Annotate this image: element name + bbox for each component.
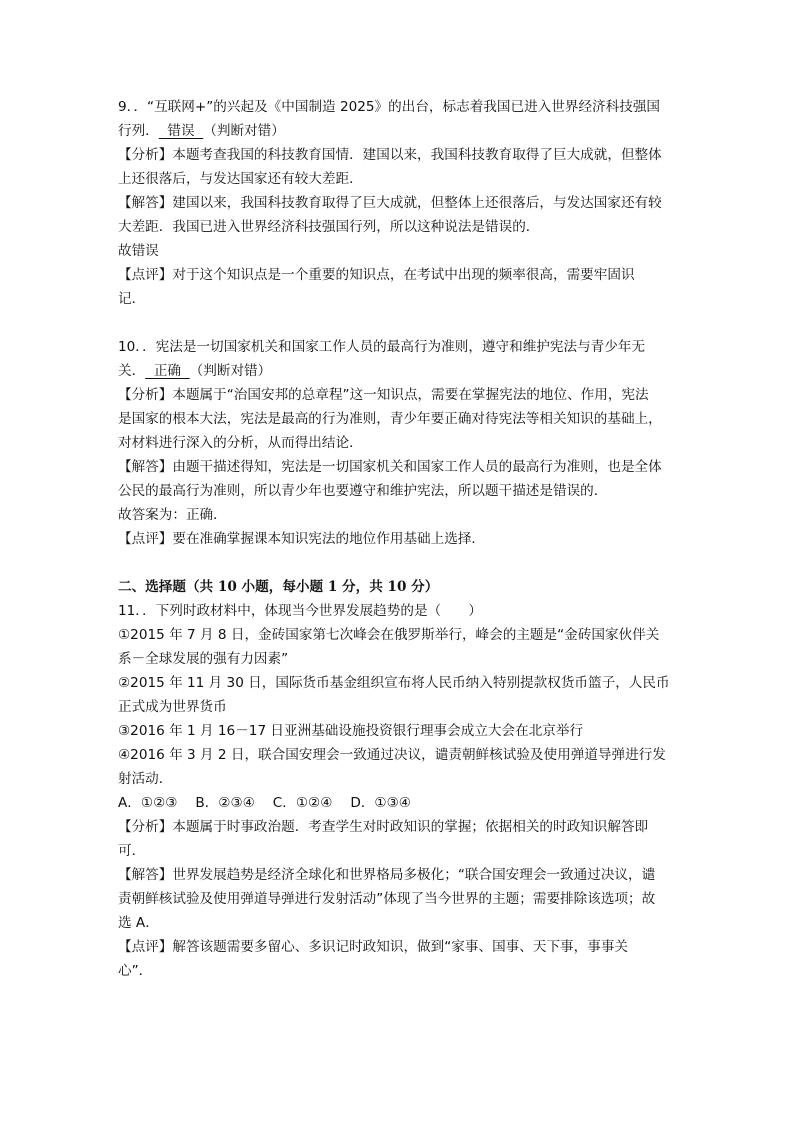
q11-comment-line2: 心”． [118, 963, 153, 979]
q11-solution-line3: 选 A． [118, 915, 159, 931]
q10-stem-line1: 10．．宪法是一切国家机关和国家工作人员的最高行为准则，遵守和维护宪法与青少年无 [118, 339, 646, 355]
q10-analysis-line3: 对材料进行深入的分析，从而得出结论． [118, 435, 363, 451]
question-9 [118, 95, 678, 311]
q11-solution-line1 [118, 863, 678, 887]
q10-solution-text: 由题干描述得知，宪法是一切国家机关和国家工作人员的最高行为准则，也是全体 [172, 459, 662, 475]
document-page [118, 95, 678, 983]
q9-stem-prefix: 行列． [118, 123, 159, 139]
q10-analysis-text: 本题属于“治国安邦的总章程”这一知识点，需要在掌握宪法的地位、作用，宪法 [172, 387, 649, 403]
q11-comment-line1 [118, 935, 678, 959]
q10-solution-line2: 公民的最高行为准则，所以青少年也要遵守和维护宪法，所以题干描述是错误的． [118, 483, 608, 499]
q9-stem-line1: 9．．“互联网+”的兴起及《中国制造 2025》的出台，标志着我国已进入世界经济科技强国 [118, 99, 661, 115]
q9-comment-tag: 【点评】 [118, 267, 173, 283]
q11-option4-line2: 射活动． [118, 771, 173, 787]
q10-stem-prefix: 关． [118, 363, 146, 379]
q11-choices: A．①②③ B．②③④ C．①②④ D．①③④ [118, 795, 411, 811]
q10-stem-line2 [118, 359, 678, 383]
q10-comment-line1 [118, 527, 678, 551]
q9-analysis-line1 [118, 143, 678, 167]
q10-answer-blank: 正确 [145, 363, 190, 379]
q11-option1-line1: ①2015 年 7 月 8 日，金砖国家第七次峰会在俄罗斯举行，峰会的主题是“金砖国家伙伴关 [118, 627, 660, 643]
q9-solution-line3: 故错误 [118, 243, 159, 259]
q9-analysis-line2: 上还很落后，与发达国家还有较大差距． [118, 171, 363, 187]
question-11 [118, 599, 678, 983]
q10-comment-text: 要在准确掌握课本知识宪法的地位作用基础上选择． [172, 531, 486, 547]
q9-analysis-text: 本题考查我国的科技教育国情．建国以来，我国科技教育取得了巨大成就，但整体 [172, 147, 662, 163]
spacer [118, 551, 678, 575]
q9-solution-text: 建国以来，我国科技教育取得了巨大成就，但整体上还很落后，与发达国家还有较 [172, 195, 662, 211]
q11-option2-line2: 正式成为世界货币 [118, 699, 227, 715]
q9-answer-blank: 错误 [158, 123, 204, 139]
q11-option3: ③2016 年 1 月 16－17 日亚洲基础设施投资银行理事会成立大会在北京举行 [118, 723, 584, 739]
question-10 [118, 335, 678, 551]
q11-comment-text: 解答该题需要多留心、多识记时政知识，做到“家事、国事、天下事，事事关 [172, 939, 629, 955]
q9-comment-text: 对于这个知识点是一个重要的知识点，在考试中出现的频率很高，需要牢固识 [172, 267, 635, 283]
q11-solution-text: 世界发展趋势是经济全球化和世界格局多极化；“联合国安理会一致通过决议，谴 [172, 867, 656, 883]
q11-solution-tag: 【解答】 [118, 867, 173, 883]
q11-comment-tag: 【点评】 [118, 939, 173, 955]
q10-solution-tag: 【解答】 [118, 459, 173, 475]
q9-solution-tag: 【解答】 [118, 195, 173, 211]
q11-option1-line2: 系－全球发展的强有力因素” [118, 651, 289, 667]
q9-analysis-tag: 【分析】 [118, 147, 173, 163]
q10-stem-suffix: （判断对错） [189, 363, 272, 379]
q10-analysis-line2: 是国家的根本大法，宪法是最高的行为准则，青少年要正确对待宪法等相关知识的基础上， [118, 411, 662, 427]
q9-comment-line1 [118, 263, 678, 287]
q11-option2-line1: ②2015 年 11 月 30 日，国际货币基金组织宣布将人民币纳入特别提款权货币篮子，人民币 [118, 675, 670, 691]
q11-option4-line1: ④2016 年 3 月 2 日，联合国安理会一致通过决议，谴责朝鲜核试验及使用弹道导弹进行发 [118, 747, 666, 763]
q10-solution-line1 [118, 455, 678, 479]
q11-analysis-text: 本题属于时事政治题．考查学生对时政知识的掌握；依据相关的时政知识解答即 [172, 819, 649, 835]
q10-solution-line3: 故答案为：正确． [118, 507, 227, 523]
q9-stem-line2 [118, 119, 678, 143]
q11-stem: 11．．下列时政材料中，体现当今世界发展趋势的是（ ） [118, 603, 482, 619]
spacer [118, 311, 678, 335]
q9-stem-suffix: （判断对错） [203, 123, 285, 139]
q11-analysis-line2: 可． [118, 843, 146, 859]
q10-analysis-line1 [118, 383, 678, 407]
q10-analysis-tag: 【分析】 [118, 387, 173, 403]
q11-solution-line2: 责朝鲜核试验及使用弹道导弹进行发射活动”体现了当今世界的主题；需要排除该选项；故 [118, 891, 656, 907]
q9-solution-line2: 大差距．我国已进入世界经济科技强国行列，所以这种说法是错误的． [118, 219, 540, 235]
q10-comment-tag: 【点评】 [118, 531, 173, 547]
q11-analysis-line1 [118, 815, 678, 839]
q11-analysis-tag: 【分析】 [118, 819, 173, 835]
section-heading: 二、选择题（共 10 小题，每小题 1 分，共 10 分） [118, 579, 439, 595]
q9-comment-line2: 记． [118, 291, 146, 307]
q9-solution-line1 [118, 191, 678, 215]
